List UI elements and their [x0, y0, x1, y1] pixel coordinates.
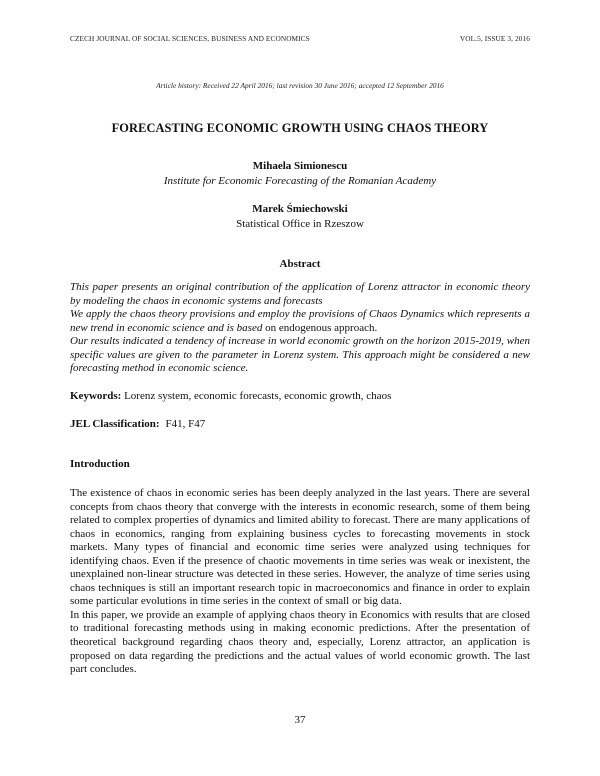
abstract-paragraph-2-italic: We apply the chaos theory provisions and employ the provisions of Chaos Dynamics which represents a new trend in economic science and is based — [70, 308, 530, 334]
jel-classification — [70, 418, 530, 430]
author-affiliation-1: Institute for Economic Forecasting of the Romanian Academy — [163, 175, 437, 187]
introduction-body — [70, 487, 530, 677]
volume-header: VOL.5, ISSUE 3, 2016 — [459, 34, 530, 43]
article-history: Article history: Received 22 April 2016; last revision 30 June 2016; accepted 12 September 2016 — [156, 81, 444, 90]
abstract-heading: Abstract — [279, 258, 321, 270]
journal-header: CZECH JOURNAL OF SOCIAL SCIENCES, BUSINESS AND ECONOMICS — [70, 34, 310, 43]
author-name-2: Marek Śmiechowski — [252, 203, 348, 215]
abstract-paragraph-3: Our results indicated a tendency of increase in world economic growth on the horizon 2015-2019, when specific values are given to the parameter in Lorenz system. This approach might be considered a new forecasting method in economic science. — [70, 335, 530, 374]
author-name-1: Mihaela Simionescu — [252, 160, 348, 172]
introduction-heading: Introduction — [70, 458, 130, 470]
jel-label: JEL Classification: — [70, 418, 160, 430]
keywords — [70, 390, 530, 402]
introduction-paragraph-1: The existence of chaos in economic series has been deeply analyzed in the last years. There are several concepts from chaos theory that converge with the interests in economic research, some of them being related to complex properties of dynamics and limited ability to forecast. There are many applications of chaos in economics, ranging from explaining business cycles to forecasting movements in stock markets. Many types of financial and economic time series were analyzed using techniques for identifying chaos. Even if the presence of chaotic movements in time series was weak or inexistent, the unexplained non-linear structure was detected in these series. However, the analyze of time series using chaos techniques is still an important research topic in macroeconomics and finance in order to explain some particular evolutions in time series in the context of small or big data. — [70, 487, 530, 608]
abstract-paragraph-2-plain: on endogenous approach. — [262, 321, 378, 334]
jel-value: F41, F47 — [165, 418, 206, 430]
introduction-paragraph-2: In this paper, we provide an example of applying chaos theory in Economics with results that are closed to traditional forecasting methods using in making economic predictions. After the presentation of theoretical background regarding chaos theory and, especially, Lorenz attractor, an application is proposed on data regarding the predictions and the actual values of world economic growth. The last part concludes. — [70, 608, 530, 676]
author-affiliation-2: Statistical Office in Rzeszow — [236, 218, 364, 230]
keywords-value: Lorenz system, economic forecasts, economic growth, chaos — [121, 390, 392, 402]
page-number: 37 — [294, 714, 306, 726]
abstract-paragraph-2 — [70, 308, 530, 335]
abstract-body — [70, 281, 530, 376]
abstract-paragraph-1: This paper presents an original contribution of the application of Lorenz attractor in economic theory by modeling the chaos in economic systems and forecasts — [70, 281, 530, 307]
paper-title: FORECASTING ECONOMIC GROWTH USING CHAOS THEORY — [111, 121, 489, 135]
keywords-label: Keywords: — [70, 390, 122, 402]
